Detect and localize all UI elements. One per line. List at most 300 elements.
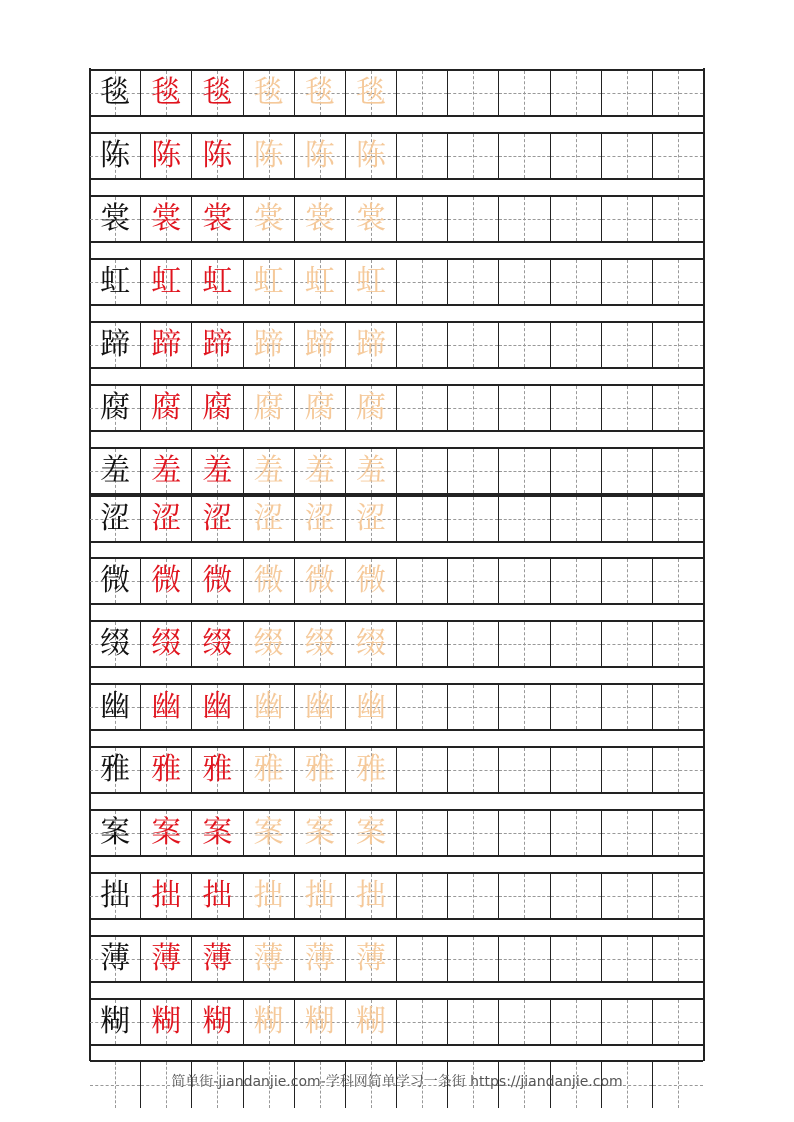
red-copy-cell <box>192 71 243 115</box>
empty-practice-cell <box>653 937 703 981</box>
trace-cell <box>346 134 397 178</box>
red-character: 虹 <box>202 264 233 299</box>
trace-cell <box>244 748 295 792</box>
red-character: 雅 <box>151 752 182 787</box>
model-char-cell <box>90 1000 141 1044</box>
trace-cell <box>244 134 295 178</box>
empty-practice-cell <box>397 748 448 792</box>
red-character: 拙 <box>202 878 233 913</box>
empty-practice-cell <box>653 559 703 603</box>
trace-cell <box>295 323 346 367</box>
trace-cell <box>346 71 397 115</box>
model-char-cell <box>90 197 141 241</box>
trace-character: 案 <box>253 815 284 850</box>
trace-character: 拙 <box>355 878 386 913</box>
model-char-cell <box>90 497 141 541</box>
empty-practice-cell <box>602 685 653 729</box>
empty-practice-cell <box>397 71 448 115</box>
red-copy-cell <box>141 323 192 367</box>
red-character: 腐 <box>151 390 182 425</box>
model-character: 陈 <box>100 138 131 173</box>
trace-cell <box>244 386 295 430</box>
empty-practice-cell <box>499 937 550 981</box>
practice-row <box>90 620 703 668</box>
empty-practice-cell <box>602 449 653 493</box>
empty-practice-cell <box>499 323 550 367</box>
empty-practice-cell <box>397 874 448 918</box>
red-character: 缀 <box>151 626 182 661</box>
trace-character: 裳 <box>304 201 335 236</box>
trace-cell <box>244 622 295 666</box>
model-char-cell <box>90 748 141 792</box>
empty-practice-cell <box>448 497 499 541</box>
trace-character: 雅 <box>304 752 335 787</box>
trace-character: 薄 <box>304 941 335 976</box>
trace-character: 拙 <box>253 878 284 913</box>
empty-practice-cell <box>499 197 550 241</box>
empty-practice-cell <box>448 386 499 430</box>
empty-practice-cell <box>397 134 448 178</box>
trace-character: 涩 <box>304 501 335 536</box>
empty-practice-cell <box>397 622 448 666</box>
trace-character: 微 <box>304 563 335 598</box>
empty-practice-cell <box>602 748 653 792</box>
trace-cell <box>346 449 397 493</box>
empty-practice-cell <box>602 937 653 981</box>
empty-practice-cell <box>653 197 703 241</box>
trace-character: 虹 <box>253 264 284 299</box>
model-character: 案 <box>100 815 131 850</box>
practice-row <box>90 447 703 495</box>
trace-character: 幽 <box>304 689 335 724</box>
model-char-cell <box>90 71 141 115</box>
model-character: 羞 <box>100 453 131 488</box>
empty-practice-cell <box>448 260 499 304</box>
practice-row <box>90 321 703 369</box>
trace-cell <box>295 497 346 541</box>
empty-practice-cell <box>397 497 448 541</box>
trace-character: 薄 <box>253 941 284 976</box>
red-character: 缀 <box>202 626 233 661</box>
empty-practice-cell <box>551 1000 602 1044</box>
red-copy-cell <box>192 260 243 304</box>
trace-character: 缀 <box>355 626 386 661</box>
trace-cell <box>346 748 397 792</box>
practice-row <box>90 495 703 543</box>
trace-cell <box>346 622 397 666</box>
red-character: 雅 <box>202 752 233 787</box>
model-char-cell <box>90 622 141 666</box>
trace-character: 糊 <box>304 1004 335 1039</box>
practice-row <box>90 746 703 794</box>
red-copy-cell <box>192 386 243 430</box>
red-copy-cell <box>192 497 243 541</box>
empty-practice-cell <box>653 622 703 666</box>
empty-practice-cell <box>653 874 703 918</box>
empty-practice-cell <box>602 260 653 304</box>
empty-practice-cell <box>448 748 499 792</box>
trace-character: 缀 <box>304 626 335 661</box>
empty-practice-cell <box>551 937 602 981</box>
trace-cell <box>244 1000 295 1044</box>
red-copy-cell <box>141 685 192 729</box>
red-character: 陈 <box>151 138 182 173</box>
empty-practice-cell <box>551 748 602 792</box>
practice-row <box>90 132 703 180</box>
empty-practice-cell <box>448 1000 499 1044</box>
empty-practice-cell <box>397 386 448 430</box>
trace-cell <box>295 811 346 855</box>
trace-cell <box>295 197 346 241</box>
model-character: 微 <box>100 563 131 598</box>
trace-character: 毯 <box>304 75 335 110</box>
trace-character: 陈 <box>253 138 284 173</box>
trace-cell <box>295 449 346 493</box>
empty-practice-cell <box>397 1000 448 1044</box>
red-character: 涩 <box>202 501 233 536</box>
empty-practice-cell <box>602 497 653 541</box>
empty-practice-cell <box>653 811 703 855</box>
red-copy-cell <box>192 937 243 981</box>
red-copy-cell <box>192 197 243 241</box>
empty-practice-cell <box>602 1000 653 1044</box>
empty-practice-cell <box>653 386 703 430</box>
model-char-cell <box>90 685 141 729</box>
empty-practice-cell <box>551 449 602 493</box>
trace-character: 糊 <box>253 1004 284 1039</box>
empty-practice-cell <box>602 134 653 178</box>
red-copy-cell <box>192 622 243 666</box>
empty-practice-cell <box>653 134 703 178</box>
red-copy-cell <box>141 260 192 304</box>
empty-practice-cell <box>551 71 602 115</box>
empty-practice-cell <box>551 685 602 729</box>
empty-practice-cell <box>551 559 602 603</box>
red-character: 幽 <box>202 689 233 724</box>
empty-practice-cell <box>397 197 448 241</box>
trace-character: 案 <box>355 815 386 850</box>
empty-practice-cell <box>499 1000 550 1044</box>
red-character: 虹 <box>151 264 182 299</box>
trace-character: 腐 <box>355 390 386 425</box>
trace-cell <box>244 811 295 855</box>
trace-character: 陈 <box>355 138 386 173</box>
trace-cell <box>244 559 295 603</box>
trace-cell <box>244 497 295 541</box>
trace-cell <box>295 874 346 918</box>
model-character: 薄 <box>100 941 131 976</box>
empty-practice-cell <box>397 811 448 855</box>
red-character: 裳 <box>151 201 182 236</box>
model-char-cell <box>90 811 141 855</box>
empty-practice-cell <box>448 449 499 493</box>
trace-character: 羞 <box>355 453 386 488</box>
empty-practice-cell <box>653 260 703 304</box>
red-copy-cell <box>141 386 192 430</box>
model-char-cell <box>90 874 141 918</box>
trace-cell <box>346 386 397 430</box>
empty-practice-cell <box>397 937 448 981</box>
model-character: 幽 <box>100 689 131 724</box>
trace-character: 腐 <box>253 390 284 425</box>
empty-practice-cell <box>448 811 499 855</box>
practice-row <box>90 809 703 857</box>
trace-cell <box>346 874 397 918</box>
trace-cell <box>244 323 295 367</box>
empty-practice-cell <box>653 71 703 115</box>
empty-practice-cell <box>653 748 703 792</box>
empty-practice-cell <box>551 874 602 918</box>
empty-practice-cell <box>499 559 550 603</box>
model-character: 糊 <box>100 1004 131 1039</box>
empty-practice-cell <box>448 874 499 918</box>
red-copy-cell <box>141 811 192 855</box>
trace-character: 拙 <box>304 878 335 913</box>
trace-cell <box>244 937 295 981</box>
empty-practice-cell <box>499 386 550 430</box>
empty-practice-cell <box>499 685 550 729</box>
empty-practice-cell <box>602 323 653 367</box>
trace-character: 蹄 <box>304 327 335 362</box>
red-character: 微 <box>151 563 182 598</box>
empty-practice-cell <box>397 559 448 603</box>
empty-practice-cell <box>551 197 602 241</box>
trace-cell <box>295 71 346 115</box>
empty-practice-cell <box>448 622 499 666</box>
trace-character: 微 <box>253 563 284 598</box>
red-character: 糊 <box>202 1004 233 1039</box>
red-copy-cell <box>141 622 192 666</box>
trace-character: 雅 <box>355 752 386 787</box>
trace-character: 羞 <box>253 453 284 488</box>
trace-cell <box>295 622 346 666</box>
trace-character: 幽 <box>253 689 284 724</box>
model-character: 腐 <box>100 390 131 425</box>
empty-practice-cell <box>397 685 448 729</box>
red-copy-cell <box>141 71 192 115</box>
red-character: 涩 <box>151 501 182 536</box>
empty-practice-cell <box>397 260 448 304</box>
model-character: 毯 <box>100 75 131 110</box>
empty-practice-cell <box>448 937 499 981</box>
red-copy-cell <box>141 874 192 918</box>
red-copy-cell <box>192 748 243 792</box>
red-copy-cell <box>192 874 243 918</box>
trace-character: 缀 <box>253 626 284 661</box>
model-char-cell <box>90 559 141 603</box>
red-copy-cell <box>141 559 192 603</box>
trace-cell <box>346 685 397 729</box>
empty-practice-cell <box>602 559 653 603</box>
model-char-cell <box>90 449 141 493</box>
trace-character: 陈 <box>304 138 335 173</box>
red-character: 案 <box>202 815 233 850</box>
model-char-cell <box>90 260 141 304</box>
red-character: 幽 <box>151 689 182 724</box>
trace-character: 腐 <box>304 390 335 425</box>
model-character: 雅 <box>100 752 131 787</box>
empty-practice-cell <box>499 71 550 115</box>
red-character: 裳 <box>202 201 233 236</box>
practice-row <box>90 258 703 306</box>
trace-cell <box>346 323 397 367</box>
trace-cell <box>244 874 295 918</box>
red-copy-cell <box>192 134 243 178</box>
empty-practice-cell <box>499 134 550 178</box>
red-copy-cell <box>141 134 192 178</box>
empty-practice-cell <box>551 260 602 304</box>
trace-character: 微 <box>355 563 386 598</box>
empty-practice-cell <box>653 449 703 493</box>
trace-character: 羞 <box>304 453 335 488</box>
trace-cell <box>346 937 397 981</box>
model-character: 涩 <box>100 501 131 536</box>
trace-character: 涩 <box>355 501 386 536</box>
practice-row <box>90 683 703 731</box>
trace-cell <box>295 937 346 981</box>
trace-character: 裳 <box>355 201 386 236</box>
red-character: 拙 <box>151 878 182 913</box>
trace-character: 毯 <box>253 75 284 110</box>
red-copy-cell <box>141 449 192 493</box>
empty-practice-cell <box>448 197 499 241</box>
red-character: 薄 <box>202 941 233 976</box>
empty-practice-cell <box>653 323 703 367</box>
trace-character: 糊 <box>355 1004 386 1039</box>
red-copy-cell <box>141 937 192 981</box>
empty-practice-cell <box>551 811 602 855</box>
empty-practice-cell <box>602 811 653 855</box>
model-char-cell <box>90 134 141 178</box>
red-copy-cell <box>141 197 192 241</box>
red-copy-cell <box>141 497 192 541</box>
empty-practice-cell <box>448 323 499 367</box>
trace-cell <box>295 134 346 178</box>
trace-cell <box>295 748 346 792</box>
trace-cell <box>244 685 295 729</box>
trace-cell <box>295 559 346 603</box>
trace-cell <box>244 449 295 493</box>
red-copy-cell <box>192 811 243 855</box>
empty-practice-cell <box>397 323 448 367</box>
practice-row <box>90 195 703 243</box>
trace-character: 虹 <box>304 264 335 299</box>
empty-practice-cell <box>551 323 602 367</box>
trace-character: 虹 <box>355 264 386 299</box>
model-char-cell <box>90 386 141 430</box>
red-character: 蹄 <box>151 327 182 362</box>
trace-character: 雅 <box>253 752 284 787</box>
red-character: 微 <box>202 563 233 598</box>
practice-row <box>90 998 703 1046</box>
trace-character: 案 <box>304 815 335 850</box>
red-character: 羞 <box>151 453 182 488</box>
empty-practice-cell <box>448 134 499 178</box>
trace-cell <box>346 260 397 304</box>
empty-practice-cell <box>397 449 448 493</box>
red-character: 羞 <box>202 453 233 488</box>
empty-practice-cell <box>448 71 499 115</box>
red-copy-cell <box>192 1000 243 1044</box>
empty-practice-cell <box>602 197 653 241</box>
model-char-cell <box>90 937 141 981</box>
trace-character: 涩 <box>253 501 284 536</box>
model-character: 拙 <box>100 878 131 913</box>
empty-practice-cell <box>499 497 550 541</box>
trace-cell <box>295 386 346 430</box>
trace-cell <box>295 260 346 304</box>
red-copy-cell <box>192 449 243 493</box>
empty-practice-cell <box>499 748 550 792</box>
red-character: 毯 <box>202 75 233 110</box>
red-character: 案 <box>151 815 182 850</box>
empty-practice-cell <box>653 685 703 729</box>
empty-practice-cell <box>551 134 602 178</box>
model-character: 虹 <box>100 264 131 299</box>
model-char-cell <box>90 323 141 367</box>
empty-practice-cell <box>499 260 550 304</box>
trace-cell <box>244 197 295 241</box>
red-character: 糊 <box>151 1004 182 1039</box>
empty-practice-cell <box>602 874 653 918</box>
empty-practice-cell <box>499 874 550 918</box>
empty-practice-cell <box>551 622 602 666</box>
empty-practice-cell <box>551 497 602 541</box>
trace-character: 蹄 <box>355 327 386 362</box>
trace-cell <box>346 197 397 241</box>
trace-cell <box>244 260 295 304</box>
red-character: 腐 <box>202 390 233 425</box>
empty-practice-cell <box>602 71 653 115</box>
trace-cell <box>295 1000 346 1044</box>
empty-practice-cell <box>499 449 550 493</box>
red-character: 蹄 <box>202 327 233 362</box>
red-copy-cell <box>141 748 192 792</box>
red-copy-cell <box>192 559 243 603</box>
empty-practice-cell <box>499 811 550 855</box>
trace-character: 毯 <box>355 75 386 110</box>
footer-watermark: 简单街-jiandanjie.com-学科网简单学习一条街 https://jiandanjie.com <box>171 1074 623 1090</box>
practice-row <box>90 872 703 920</box>
trace-cell <box>244 71 295 115</box>
empty-practice-cell <box>653 497 703 541</box>
trace-character: 薄 <box>355 941 386 976</box>
red-copy-cell <box>192 685 243 729</box>
trace-cell <box>295 685 346 729</box>
trace-cell <box>346 559 397 603</box>
red-character: 毯 <box>151 75 182 110</box>
trace-cell <box>346 811 397 855</box>
red-character: 薄 <box>151 941 182 976</box>
model-character: 缀 <box>100 626 131 661</box>
practice-row <box>90 69 703 117</box>
trace-character: 幽 <box>355 689 386 724</box>
model-character: 蹄 <box>100 327 131 362</box>
empty-practice-cell <box>448 559 499 603</box>
red-copy-cell <box>192 323 243 367</box>
model-character: 裳 <box>100 201 131 236</box>
empty-practice-cell <box>551 386 602 430</box>
practice-row <box>90 935 703 983</box>
trace-cell <box>346 1000 397 1044</box>
empty-practice-cell <box>602 386 653 430</box>
trace-character: 蹄 <box>253 327 284 362</box>
empty-practice-cell <box>499 622 550 666</box>
practice-row <box>90 384 703 432</box>
red-copy-cell <box>141 1000 192 1044</box>
trace-character: 裳 <box>253 201 284 236</box>
empty-practice-cell <box>602 622 653 666</box>
